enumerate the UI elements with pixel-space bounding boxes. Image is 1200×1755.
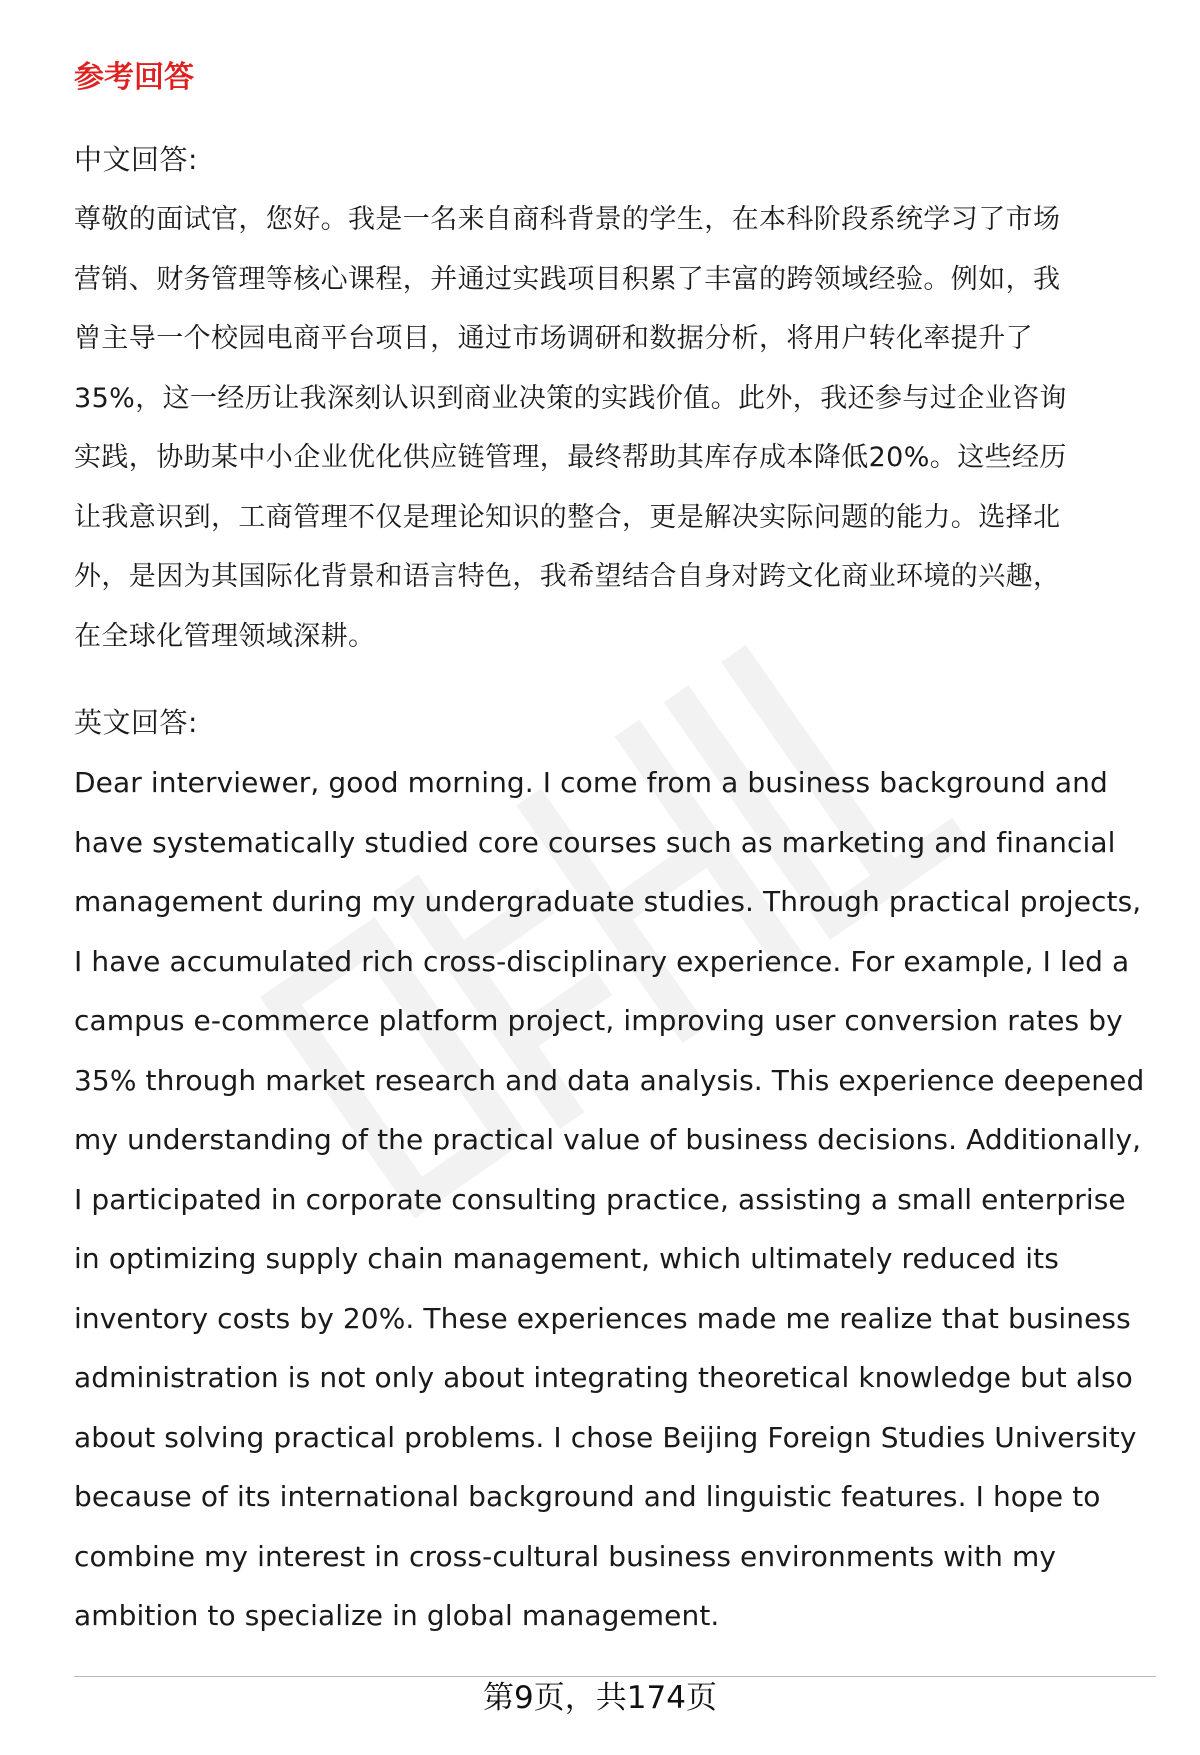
english-answer-line: ambition to specialize in global management. (74, 1599, 720, 1632)
chinese-answer-line: 尊敬的面试官，您好。我是一名来自商科背景的学生，在本科阶段系统学习了市场 (74, 204, 1061, 235)
chinese-answer-paragraph (74, 190, 1146, 666)
english-answer-line: about solving practical problems. I chose Beijing Foreign Studies University (74, 1420, 1137, 1454)
english-answer-heading: 英文回答: (74, 706, 198, 739)
english-answer-line: management during my undergraduate studies. Through practical projects, (74, 885, 1142, 918)
section-title: 参考回答 (74, 60, 194, 95)
english-answer-line: 35% through market research and data analysis. This experience deepened (74, 1063, 1145, 1097)
chinese-answer-line: 曾主导一个校园电商平台项目，通过市场调研和数据分析，将用户转化率提升了 (74, 323, 1033, 354)
chinese-answer-line: 在全球化管理领域深耕。 (74, 620, 376, 652)
chinese-answer-line: 让我意识到，工商管理不仅是理论知识的整合，更是解决实际问题的能力。选择北 (74, 501, 1061, 533)
section-gap (74, 666, 1146, 693)
english-answer-line: administration is not only about integrating theoretical knowledge but also (74, 1361, 1133, 1394)
english-answer-line: Dear interviewer, good morning. I come from a business background and (74, 766, 1108, 799)
english-answer-line: campus e-commerce platform project, improving user conversion rates by (74, 1004, 1123, 1037)
chinese-answer-line: 外，是因为其国际化背景和语言特色，我希望结合自身对跨文化商业环境的兴趣， (74, 561, 1061, 592)
english-answer-line: I participated in corporate consulting practice, assisting a small enterprise (74, 1182, 1126, 1216)
english-answer-line: my understanding of the practical value of business decisions. Additionally, (74, 1123, 1142, 1156)
english-answer-line: in optimizing supply chain management, which ultimately reduced its (74, 1242, 1059, 1275)
english-answer-line: inventory costs by 20%. These experiences made me realize that business (74, 1301, 1131, 1335)
page-number: 第9页，共174页 (483, 1680, 717, 1716)
english-answer-paragraph (74, 753, 1146, 1646)
english-answer-line: combine my interest in cross-cultural business environments with my (74, 1539, 1057, 1573)
chinese-answer-line: 营销、财务管理等核心课程，并通过实践项目积累了丰富的跨领域经验。例如，我 (74, 263, 1061, 295)
english-answer-line: I have accumulated rich cross-disciplinary experience. For example, I led a (74, 944, 1130, 978)
main-content (74, 56, 1146, 1646)
footer-divider (74, 1676, 1156, 1677)
english-answer-line: have systematically studied core courses such as marketing and financial (74, 825, 1116, 859)
chinese-answer-line: 35%，这一经历让我深刻认识到商业决策的实践价值。此外，我还参与过企业咨询 (74, 382, 1067, 414)
chinese-answer-line: 实践，协助某中小企业优化供应链管理，最终帮助其库存成本降低20%。这些经历 (74, 442, 1067, 473)
chinese-answer-section (74, 130, 1146, 666)
chinese-answer-heading: 中文回答: (74, 143, 198, 176)
english-answer-line: because of its international background and linguistic features. I hope to (74, 1480, 1101, 1513)
english-answer-section (74, 693, 1146, 1646)
